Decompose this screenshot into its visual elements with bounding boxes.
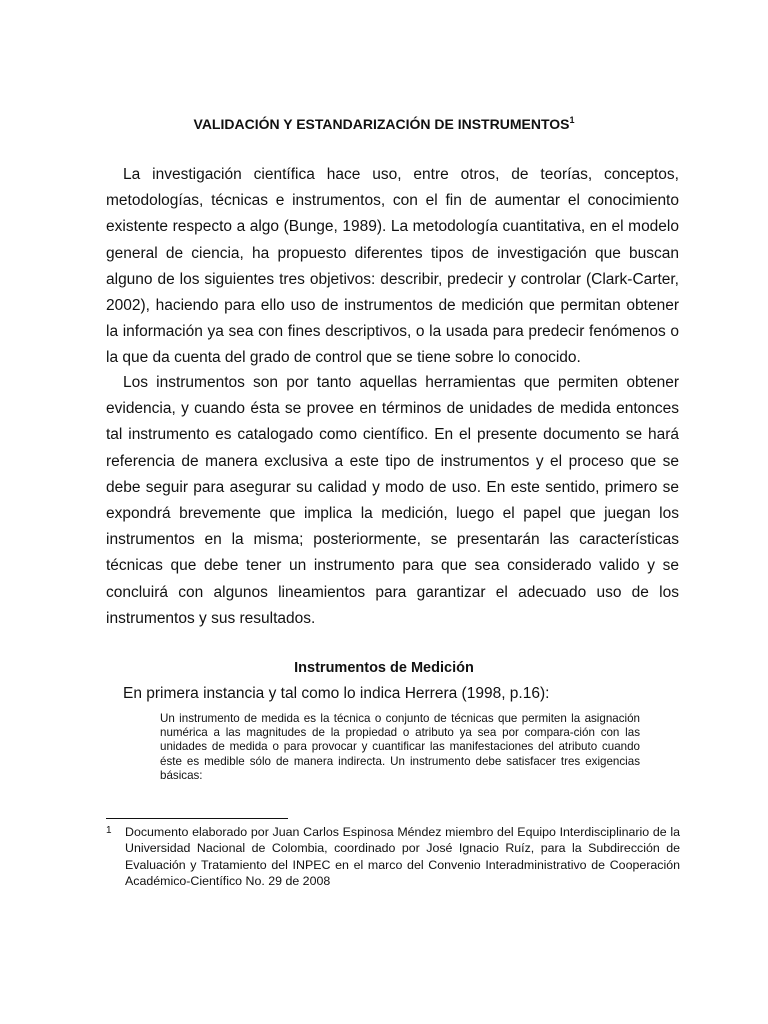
body-paragraph-2 [106,370,679,632]
section-intro: En primera instancia y tal como lo indica Herrera (1998, p.16): [123,685,550,702]
footnote-text: Documento elaborado por Juan Carlos Espinosa Méndez miembro del Equipo Interdisciplinario de la Universidad Nacional de Colombia, coordinado por José Ignacio Ruíz, para la Subdirección de Evaluación y Tratamiento del INPEC en el marco del Convenio Interadministrativo de Cooperación Académico-Científico No. 29 de 2008 [125,825,680,889]
footnote-mark: 1 [106,825,112,836]
title-footnote-ref: 1 [569,115,575,125]
document-title [0,115,768,133]
body-paragraph-1 [106,162,679,372]
paragraph-text: Los instrumentos son por tanto aquellas herramientas que permiten obtener evidencia, y cuando ésta se provee en términos de unidades de medida entonces tal instrumento es catalogado como científico. En el presente documento se hará referencia de manera exclusiva a este tipo de instrumentos y el proceso que se debe seguir para asegurar su calidad y modo de uso. En este sentido, primero se expondrá brevemente que implica la medición, luego el papel que juegan los instrumentos en la misma; posteriormente, se presentarán las características técnicas que debe tener un instrumento para que sea considerado valido y se concluirá con algunos lineamientos para garantizar el adecuado uso de los instrumentos y sus resultados. [106,374,679,627]
footnote-separator [106,818,288,819]
block-quote: Un instrumento de medida es la técnica o conjunto de técnicas que permiten la asignación numérica a las magnitudes de la propiedad o atributo ya sea por compara-ción con las unidades de medida o para provocar y cuantificar las manifestaciones del atributo cuando éste es medible sólo de manera indirecta. Un instrumento debe satisfacer tres exigencias básicas: [160,712,640,782]
title-text: VALIDACIÓN Y ESTANDARIZACIÓN DE INSTRUMENTOS [193,116,570,132]
section-heading: Instrumentos de Medición [294,660,474,676]
paragraph-text: La investigación científica hace uso, entre otros, de teorías, conceptos, metodologías, técnicas e instrumentos, con el fin de aumentar el conocimiento existente respecto a algo (Bunge, 1989). La metodología cuantitativa, en el modelo general de ciencia, ha propuesto diferentes tipos de investigación que buscan alguno de los siguientes tres objetivos: describir, predecir y controlar (Clark-Carter, 2002), haciendo para ello uso de instrumentos de medición que permitan obtener la información ya sea con fines descriptivos, o la usada para predecir fenómenos o la que da cuenta del grado de control que se tiene sobre lo conocido. [106,166,679,367]
